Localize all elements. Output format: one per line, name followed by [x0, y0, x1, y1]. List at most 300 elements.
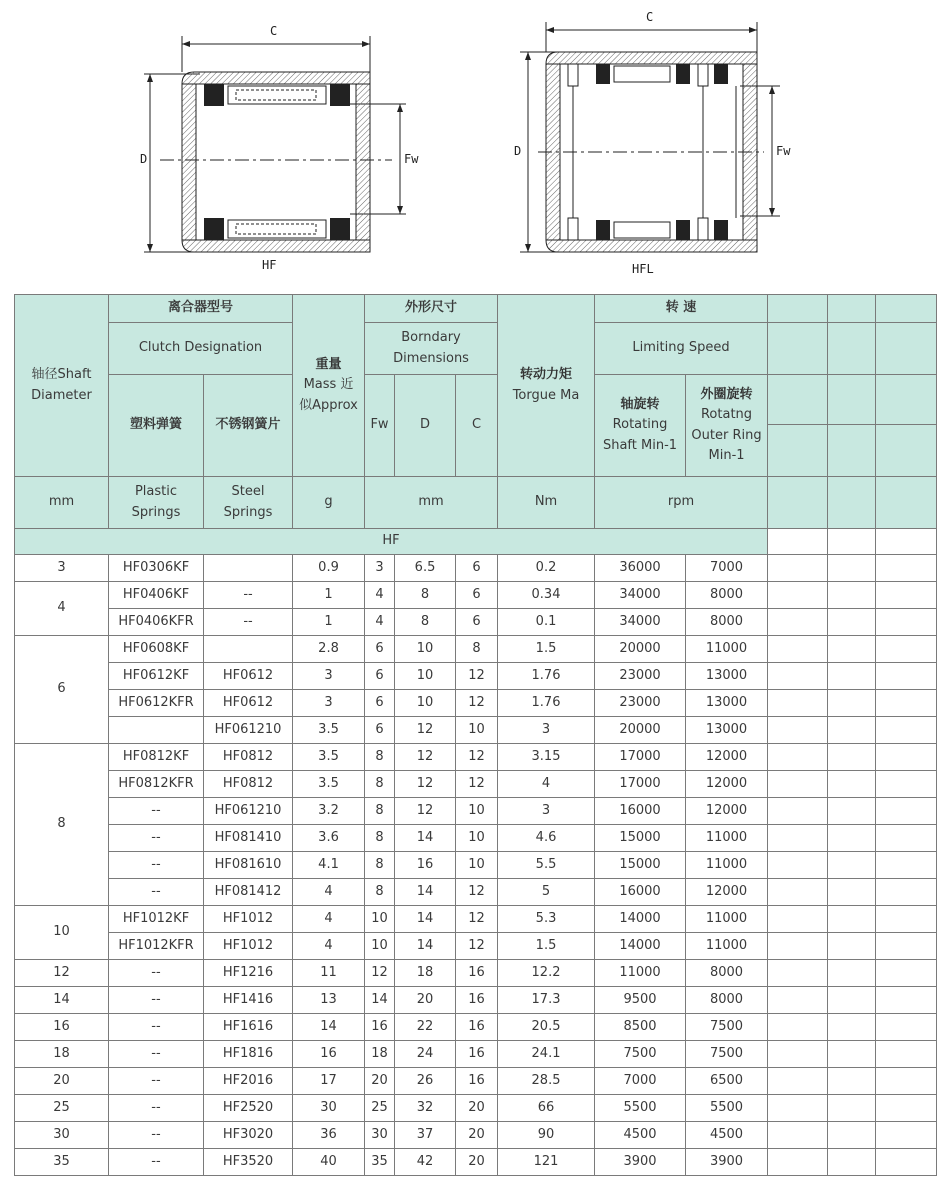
- cell-plastic: HF0608KF: [109, 636, 204, 663]
- cell-extra-3: [876, 798, 937, 825]
- plastic-header: 塑料弹簧: [109, 375, 204, 477]
- cell-torque: 3: [498, 798, 595, 825]
- cell-extra-3: [876, 960, 937, 987]
- extra-header-2c: [828, 375, 876, 425]
- cell-extra-3: [876, 1068, 937, 1095]
- cell-outer-rpm: 13000: [686, 717, 768, 744]
- cell-c: 10: [456, 798, 498, 825]
- cell-mass: 0.9: [293, 555, 365, 582]
- cell-extra-3: [876, 987, 937, 1014]
- d-header: D: [395, 375, 456, 477]
- cell-torque: 5.3: [498, 906, 595, 933]
- cell-mass: 3.5: [293, 744, 365, 771]
- cell-plastic: HF0612KF: [109, 663, 204, 690]
- unit-plastic-2: Springs: [131, 504, 181, 520]
- cell-steel: HF3520: [204, 1149, 293, 1176]
- extra-header-3c: [876, 375, 937, 425]
- cell-outer-rpm: 8000: [686, 609, 768, 636]
- cell-c: 16: [456, 1014, 498, 1041]
- cell-d: 24: [395, 1041, 456, 1068]
- cell-torque: 90: [498, 1122, 595, 1149]
- cell-outer-rpm: 4500: [686, 1122, 768, 1149]
- cell-extra-1: [768, 1122, 828, 1149]
- cell-mass: 4: [293, 906, 365, 933]
- cell-extra-2: [828, 690, 876, 717]
- cell-extra-3: [876, 1095, 937, 1122]
- cell-extra-2: [828, 987, 876, 1014]
- unit-steel: [204, 477, 293, 529]
- cell-outer-rpm: 8000: [686, 987, 768, 1014]
- unit-g: g: [293, 477, 365, 529]
- cell-extra-3: [876, 1149, 937, 1176]
- cell-d: 6.5: [395, 555, 456, 582]
- extra-header-1b: [768, 323, 828, 375]
- cell-outer-rpm: 12000: [686, 879, 768, 906]
- shaft-rotating-en2: Shaft Min-1: [602, 437, 678, 453]
- cell-extra-1: [768, 1149, 828, 1176]
- hf-c-label: C: [270, 24, 278, 38]
- cell-fw: 6: [365, 717, 395, 744]
- cell-plastic: --: [109, 987, 204, 1014]
- cell-c: 12: [456, 771, 498, 798]
- cell-steel: HF081410: [204, 825, 293, 852]
- hf-fw-label: Fw: [404, 152, 419, 166]
- cell-plastic: HF0812KF: [109, 744, 204, 771]
- cell-steel: [204, 636, 293, 663]
- table-row: [15, 933, 937, 960]
- unit-steel-2: Springs: [223, 504, 273, 520]
- cell-fw: 3: [365, 555, 395, 582]
- speed-header-en: Limiting Speed: [595, 323, 768, 375]
- speed-header-cn: 转 速: [595, 295, 768, 323]
- cell-c: 16: [456, 987, 498, 1014]
- cell-steel: HF1216: [204, 960, 293, 987]
- cell-outer-rpm: 3900: [686, 1149, 768, 1176]
- dims-header-en: [365, 323, 498, 375]
- cell-d: 37: [395, 1122, 456, 1149]
- cell-steel: HF0612: [204, 690, 293, 717]
- extra-header-2d: [828, 425, 876, 477]
- cell-d: 14: [395, 879, 456, 906]
- cell-steel: HF2520: [204, 1095, 293, 1122]
- cell-steel: [204, 555, 293, 582]
- cell-shaft-rpm: 8500: [595, 1014, 686, 1041]
- cell-outer-rpm: 11000: [686, 825, 768, 852]
- unit-dims-mm: mm: [365, 477, 498, 529]
- cell-outer-rpm: 8000: [686, 960, 768, 987]
- cell-c: 12: [456, 744, 498, 771]
- cell-extra-1: [768, 1068, 828, 1095]
- mass-header-cn: 重量: [315, 357, 342, 373]
- cell-mass: 4: [293, 879, 365, 906]
- cell-steel: HF1012: [204, 906, 293, 933]
- shaft-rotating-cn: 轴旋转: [620, 397, 660, 413]
- table-row: [15, 582, 937, 609]
- cell-shaft: 8: [15, 744, 109, 906]
- extra-header-3a: [876, 295, 937, 323]
- cell-shaft-rpm: 14000: [595, 933, 686, 960]
- cell-steel: HF061210: [204, 798, 293, 825]
- cell-shaft: 3: [15, 555, 109, 582]
- cell-plastic: --: [109, 879, 204, 906]
- cell-steel: HF0612: [204, 663, 293, 690]
- cell-shaft-rpm: 15000: [595, 825, 686, 852]
- cell-d: 16: [395, 852, 456, 879]
- cell-torque: 12.2: [498, 960, 595, 987]
- cell-extra-1: [768, 798, 828, 825]
- cell-shaft-rpm: 36000: [595, 555, 686, 582]
- cell-torque: 0.34: [498, 582, 595, 609]
- cell-fw: 10: [365, 933, 395, 960]
- shaft-header-cn: 轴径Shaft: [31, 367, 92, 383]
- cell-d: 12: [395, 744, 456, 771]
- cell-outer-rpm: 12000: [686, 744, 768, 771]
- cell-c: 10: [456, 852, 498, 879]
- cell-plastic: --: [109, 852, 204, 879]
- cell-shaft-rpm: 11000: [595, 960, 686, 987]
- cell-d: 22: [395, 1014, 456, 1041]
- cell-torque: 0.2: [498, 555, 595, 582]
- cell-mass: 13: [293, 987, 365, 1014]
- bearing-drawings-svg: [0, 0, 950, 292]
- cell-steel: --: [204, 582, 293, 609]
- cell-outer-rpm: 13000: [686, 663, 768, 690]
- cell-mass: 3: [293, 690, 365, 717]
- cell-mass: 4.1: [293, 852, 365, 879]
- cell-c: 10: [456, 717, 498, 744]
- cell-torque: 1.76: [498, 690, 595, 717]
- cell-shaft-rpm: 23000: [595, 663, 686, 690]
- cell-plastic: [109, 717, 204, 744]
- shaft-rotating-en1: Rotating: [612, 417, 668, 433]
- cell-steel: HF2016: [204, 1068, 293, 1095]
- cell-fw: 8: [365, 798, 395, 825]
- hfl-drawing: [520, 22, 780, 252]
- cell-torque: 4.6: [498, 825, 595, 852]
- cell-d: 14: [395, 906, 456, 933]
- cell-extra-1: [768, 555, 828, 582]
- cell-torque: 17.3: [498, 987, 595, 1014]
- cell-extra-3: [876, 1014, 937, 1041]
- cell-shaft: 16: [15, 1014, 109, 1041]
- cell-extra-2: [828, 1149, 876, 1176]
- cell-torque: 20.5: [498, 1014, 595, 1041]
- extra-header-2b: [828, 323, 876, 375]
- cell-steel: HF1616: [204, 1014, 293, 1041]
- unit-steel-1: Steel: [231, 484, 265, 500]
- cell-torque: 24.1: [498, 1041, 595, 1068]
- cell-outer-rpm: 11000: [686, 852, 768, 879]
- cell-extra-2: [828, 933, 876, 960]
- extra-section-3: [876, 529, 937, 555]
- cell-mass: 3.5: [293, 771, 365, 798]
- cell-outer-rpm: 12000: [686, 798, 768, 825]
- cell-shaft-rpm: 34000: [595, 609, 686, 636]
- cell-extra-2: [828, 852, 876, 879]
- cell-c: 8: [456, 636, 498, 663]
- cell-extra-1: [768, 825, 828, 852]
- extra-unit-3: [876, 477, 937, 529]
- outer-rotating-en3: Min-1: [708, 447, 745, 463]
- cell-fw: 6: [365, 690, 395, 717]
- cell-shaft-rpm: 17000: [595, 744, 686, 771]
- table-row: [15, 690, 937, 717]
- cell-torque: 5.5: [498, 852, 595, 879]
- cell-c: 16: [456, 960, 498, 987]
- spec-table: [14, 294, 937, 1176]
- torque-header-cn: 转动力矩: [520, 367, 573, 383]
- cell-shaft: 20: [15, 1068, 109, 1095]
- cell-extra-2: [828, 1122, 876, 1149]
- cell-shaft-rpm: 3900: [595, 1149, 686, 1176]
- cell-torque: 0.1: [498, 609, 595, 636]
- cell-torque: 3.15: [498, 744, 595, 771]
- cell-shaft: 18: [15, 1041, 109, 1068]
- unit-rpm: rpm: [595, 477, 768, 529]
- cell-mass: 3.2: [293, 798, 365, 825]
- cell-torque: 28.5: [498, 1068, 595, 1095]
- cell-c: 6: [456, 555, 498, 582]
- hfl-fw-label: Fw: [776, 144, 791, 158]
- cell-plastic: --: [109, 1122, 204, 1149]
- table-row: [15, 1149, 937, 1176]
- cell-extra-3: [876, 744, 937, 771]
- table-row: [15, 852, 937, 879]
- cell-extra-1: [768, 663, 828, 690]
- cell-d: 12: [395, 771, 456, 798]
- cell-extra-3: [876, 609, 937, 636]
- cell-extra-1: [768, 690, 828, 717]
- cell-fw: 8: [365, 825, 395, 852]
- cell-steel: HF061210: [204, 717, 293, 744]
- cell-shaft-rpm: 20000: [595, 717, 686, 744]
- data-rows: [15, 555, 937, 1176]
- cell-fw: 35: [365, 1149, 395, 1176]
- cell-fw: 25: [365, 1095, 395, 1122]
- cell-extra-2: [828, 609, 876, 636]
- cell-steel: HF0812: [204, 744, 293, 771]
- cell-torque: 121: [498, 1149, 595, 1176]
- cell-shaft: 30: [15, 1122, 109, 1149]
- cell-torque: 1.5: [498, 636, 595, 663]
- cell-extra-1: [768, 609, 828, 636]
- cell-extra-3: [876, 825, 937, 852]
- cell-extra-1: [768, 879, 828, 906]
- cell-extra-3: [876, 690, 937, 717]
- cell-outer-rpm: 6500: [686, 1068, 768, 1095]
- hf-name-label: HF: [262, 258, 277, 272]
- cell-extra-3: [876, 636, 937, 663]
- cell-shaft-rpm: 23000: [595, 690, 686, 717]
- cell-fw: 8: [365, 771, 395, 798]
- cell-steel: HF0812: [204, 771, 293, 798]
- mass-header-en2: 似Approx: [299, 397, 358, 413]
- cell-mass: 3.6: [293, 825, 365, 852]
- cell-outer-rpm: 12000: [686, 771, 768, 798]
- table-row: [15, 744, 937, 771]
- cell-extra-1: [768, 1095, 828, 1122]
- cell-shaft: 14: [15, 987, 109, 1014]
- cell-extra-3: [876, 582, 937, 609]
- cell-mass: 1: [293, 582, 365, 609]
- shaft-header-en: Diameter: [31, 387, 92, 403]
- cell-shaft-rpm: 5500: [595, 1095, 686, 1122]
- cell-extra-1: [768, 582, 828, 609]
- table-row: [15, 960, 937, 987]
- cell-torque: 1.5: [498, 933, 595, 960]
- cell-extra-3: [876, 1041, 937, 1068]
- cell-extra-2: [828, 1095, 876, 1122]
- cell-plastic: HF1012KFR: [109, 933, 204, 960]
- cell-extra-3: [876, 933, 937, 960]
- cell-c: 12: [456, 906, 498, 933]
- clutch-header-cn: 离合器型号: [109, 295, 293, 323]
- table-row: [15, 798, 937, 825]
- cell-fw: 20: [365, 1068, 395, 1095]
- torque-header: [498, 295, 595, 477]
- cell-extra-3: [876, 906, 937, 933]
- cell-outer-rpm: 11000: [686, 933, 768, 960]
- cell-steel: HF1012: [204, 933, 293, 960]
- extra-header-1c: [768, 375, 828, 425]
- table-row: [15, 1095, 937, 1122]
- cell-extra-3: [876, 1122, 937, 1149]
- cell-shaft-rpm: 9500: [595, 987, 686, 1014]
- outer-rotating-en2: Outer Ring: [691, 427, 762, 443]
- cell-outer-rpm: 8000: [686, 582, 768, 609]
- cell-shaft-rpm: 7000: [595, 1068, 686, 1095]
- cell-fw: 4: [365, 582, 395, 609]
- cell-mass: 1: [293, 609, 365, 636]
- cell-fw: 8: [365, 852, 395, 879]
- cell-extra-1: [768, 771, 828, 798]
- shaft-header: [15, 295, 109, 477]
- cell-mass: 17: [293, 1068, 365, 1095]
- cell-shaft-rpm: 16000: [595, 798, 686, 825]
- cell-fw: 18: [365, 1041, 395, 1068]
- cell-shaft-rpm: 16000: [595, 879, 686, 906]
- cell-extra-1: [768, 636, 828, 663]
- cell-plastic: HF0812KFR: [109, 771, 204, 798]
- cell-fw: 12: [365, 960, 395, 987]
- cell-extra-2: [828, 960, 876, 987]
- cell-outer-rpm: 13000: [686, 690, 768, 717]
- table-row: [15, 717, 937, 744]
- cell-extra-2: [828, 1014, 876, 1041]
- cell-outer-rpm: 11000: [686, 636, 768, 663]
- cell-outer-rpm: 7000: [686, 555, 768, 582]
- cell-shaft-rpm: 34000: [595, 582, 686, 609]
- cell-fw: 8: [365, 879, 395, 906]
- cell-c: 20: [456, 1149, 498, 1176]
- extra-section-2: [828, 529, 876, 555]
- cell-extra-2: [828, 879, 876, 906]
- cell-extra-2: [828, 1068, 876, 1095]
- cell-d: 14: [395, 933, 456, 960]
- cell-plastic: --: [109, 1095, 204, 1122]
- cell-plastic: HF1012KF: [109, 906, 204, 933]
- cell-extra-2: [828, 825, 876, 852]
- cell-shaft-rpm: 20000: [595, 636, 686, 663]
- cell-shaft-rpm: 15000: [595, 852, 686, 879]
- cell-mass: 3.5: [293, 717, 365, 744]
- cell-extra-1: [768, 744, 828, 771]
- cell-plastic: HF0406KF: [109, 582, 204, 609]
- cell-outer-rpm: 5500: [686, 1095, 768, 1122]
- cell-extra-2: [828, 1041, 876, 1068]
- cell-plastic: --: [109, 1068, 204, 1095]
- table-row: [15, 879, 937, 906]
- cell-extra-1: [768, 933, 828, 960]
- cell-plastic: --: [109, 1014, 204, 1041]
- cell-c: 20: [456, 1122, 498, 1149]
- unit-nm: Nm: [498, 477, 595, 529]
- cell-torque: 3: [498, 717, 595, 744]
- cell-extra-2: [828, 798, 876, 825]
- cell-d: 8: [395, 609, 456, 636]
- technical-drawings: [0, 0, 950, 292]
- extra-header-2a: [828, 295, 876, 323]
- cell-extra-3: [876, 717, 937, 744]
- cell-extra-3: [876, 555, 937, 582]
- cell-c: 16: [456, 1068, 498, 1095]
- cell-extra-1: [768, 852, 828, 879]
- cell-d: 26: [395, 1068, 456, 1095]
- cell-shaft: 35: [15, 1149, 109, 1176]
- cell-d: 18: [395, 960, 456, 987]
- cell-shaft-rpm: 14000: [595, 906, 686, 933]
- hfl-d-label: D: [514, 144, 522, 158]
- hf-drawing: [144, 36, 406, 252]
- table-row: [15, 771, 937, 798]
- cell-mass: 3: [293, 663, 365, 690]
- cell-shaft-rpm: 4500: [595, 1122, 686, 1149]
- table-row: [15, 1122, 937, 1149]
- cell-plastic: --: [109, 1041, 204, 1068]
- unit-plastic: [109, 477, 204, 529]
- cell-outer-rpm: 11000: [686, 906, 768, 933]
- torque-header-en: Torgue Ma: [512, 387, 580, 403]
- cell-torque: 1.76: [498, 663, 595, 690]
- extra-header-1a: [768, 295, 828, 323]
- cell-extra-2: [828, 717, 876, 744]
- outer-rotating-header: [686, 375, 768, 477]
- table-row: [15, 1014, 937, 1041]
- cell-plastic: --: [109, 960, 204, 987]
- cell-shaft: 10: [15, 906, 109, 960]
- extra-header-3b: [876, 323, 937, 375]
- cell-extra-2: [828, 636, 876, 663]
- cell-torque: 5: [498, 879, 595, 906]
- cell-fw: 6: [365, 663, 395, 690]
- extra-header-1d: [768, 425, 828, 477]
- fw-header: Fw: [365, 375, 395, 477]
- table-row: [15, 825, 937, 852]
- cell-c: 20: [456, 1095, 498, 1122]
- cell-extra-1: [768, 960, 828, 987]
- dims-header-en1: Borndary: [401, 330, 461, 346]
- cell-d: 42: [395, 1149, 456, 1176]
- cell-shaft-rpm: 7500: [595, 1041, 686, 1068]
- table-row: [15, 906, 937, 933]
- hfl-c-label: C: [646, 10, 654, 24]
- hf-d-label: D: [140, 152, 148, 166]
- cell-extra-1: [768, 987, 828, 1014]
- cell-fw: 4: [365, 609, 395, 636]
- cell-mass: 30: [293, 1095, 365, 1122]
- cell-extra-2: [828, 771, 876, 798]
- cell-plastic: HF0406KFR: [109, 609, 204, 636]
